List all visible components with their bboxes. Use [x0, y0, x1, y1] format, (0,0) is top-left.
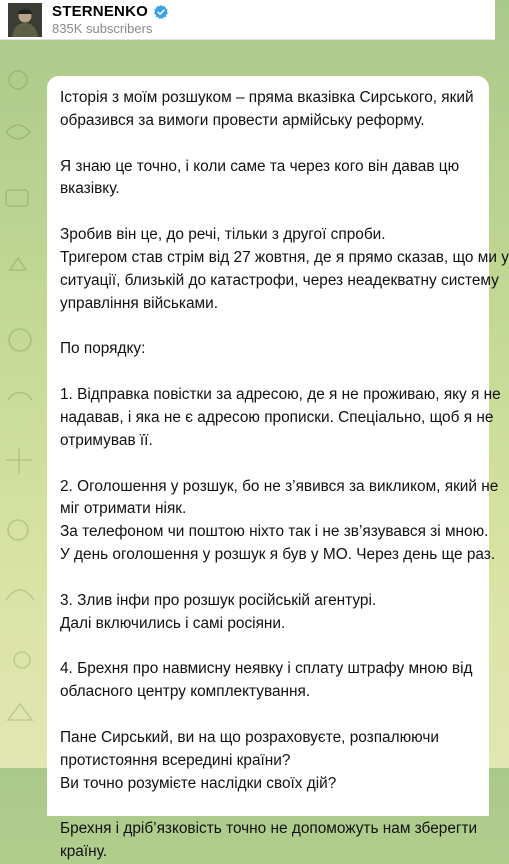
- post-paragraph: [60, 727, 476, 795]
- post-paragraph: [60, 818, 476, 864]
- post-line: надавав, і яка не є адресою прописки. Спеціально, щоб я не: [60, 408, 494, 426]
- post-line: За телефоном чи поштою ніхто так і не зв’язувався зі мною.: [60, 523, 489, 541]
- post-line: протистояння всередині країни?: [60, 751, 291, 769]
- channel-name-text: STERNENKO: [52, 3, 148, 20]
- channel-title[interactable]: [52, 3, 169, 20]
- post-paragraph: [60, 384, 501, 452]
- post-line: Я знаю це точно, і коли саме та через кого він давав цю: [60, 157, 460, 175]
- channel-avatar[interactable]: [8, 3, 42, 37]
- post-line: обласного центру комплектування.: [60, 683, 311, 701]
- post-line: Зробив він це, до речі, тільки з другої спроби.: [60, 226, 386, 244]
- post-line: 1. Відправка повістки за адресою, де я не проживаю, яку я не: [60, 386, 501, 404]
- post-line: отримував її.: [60, 431, 153, 449]
- post-paragraph: [60, 224, 509, 315]
- chat-wallpaper: [0, 40, 509, 861]
- channel-header[interactable]: [0, 0, 495, 40]
- channel-avatar-icon: [8, 3, 42, 37]
- post-line: Тригером став стрім від 27 жовтня, де я прямо сказав, що ми у: [60, 248, 509, 266]
- post-line: Ви точно розумієте наслідки своїх дій?: [60, 774, 337, 792]
- post-paragraph: [60, 476, 499, 567]
- post-line: По порядку:: [60, 340, 146, 358]
- post-paragraph: [60, 156, 476, 202]
- post-line: 2. Оголошення у розшук, бо не з’явився за викликом, який не: [60, 477, 499, 495]
- post-line: Брехня і дріб’язковість точно не допоможуть нам зберегти: [60, 820, 478, 838]
- post-line: Пане Сирський, ви на що розраховуєте, розпалюючи: [60, 728, 439, 746]
- post-bubble: [47, 76, 509, 861]
- post-line: вказівку.: [60, 180, 120, 198]
- post-paragraph: [60, 87, 476, 133]
- post-line: У день оголошення у розшук я був у МО. Через день ще раз.: [60, 545, 496, 563]
- post-line: Далі включились і самі росіяни.: [60, 614, 286, 632]
- post-line: ситуації, близькій до катастрофи, через неадекватну систему: [60, 271, 499, 289]
- post-line: 4. Брехня про навмисну неявку і сплату штрафу мною від: [60, 660, 473, 678]
- post-line: управління військами.: [60, 294, 218, 312]
- post-line: образився за вимоги провести армійську реформу.: [60, 111, 425, 129]
- post-paragraph: [60, 658, 476, 704]
- post-paragraph: [60, 590, 476, 636]
- post-line: 3. Злив інфи про розшук російській агентурі.: [60, 591, 377, 609]
- post-line: країну.: [60, 843, 108, 861]
- verified-badge-icon: [153, 4, 169, 20]
- post-line: Історія з моїм розшуком – пряма вказівка Сирського, який: [60, 89, 474, 106]
- post-paragraph: [60, 338, 476, 361]
- subscriber-count: 835K subscribers: [52, 21, 153, 36]
- post-line: міг отримати ніяк.: [60, 500, 187, 518]
